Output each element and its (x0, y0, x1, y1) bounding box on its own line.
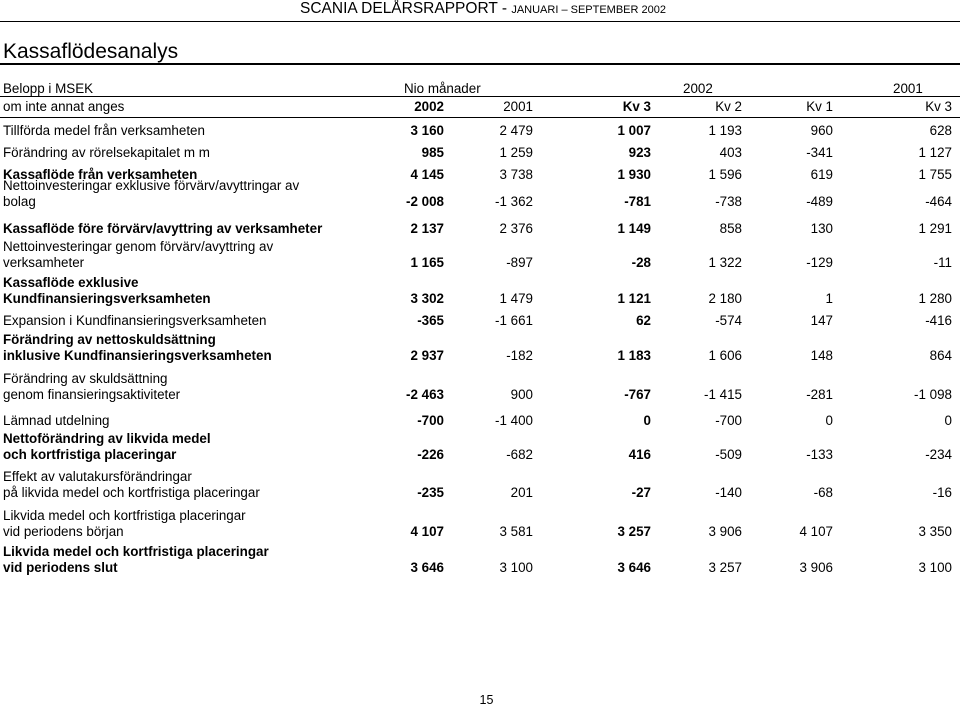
row-value: -235 (417, 484, 444, 500)
page-number: 15 (479, 693, 494, 707)
row-value: 960 (810, 122, 833, 138)
row-value: -897 (506, 254, 533, 270)
row-value: -68 (813, 484, 833, 500)
row-label-line: Kassaflöde exklusive (3, 275, 139, 290)
row-label (3, 332, 272, 363)
row-value: 985 (421, 144, 444, 160)
col-header-q3-2001: Kv 3 (925, 98, 952, 114)
row-value: 3 350 (918, 523, 952, 539)
row-value: 2 137 (410, 220, 444, 236)
head-group-nine-months: Nio månader (404, 81, 481, 96)
row-value: -182 (506, 347, 533, 363)
row-value: 3 906 (708, 523, 742, 539)
row-value: 1 755 (918, 166, 952, 182)
row-value: -133 (806, 446, 833, 462)
report-header (300, 0, 666, 18)
row-value: 1 149 (617, 220, 651, 236)
row-value: -140 (715, 484, 742, 500)
row-value: 2 479 (499, 122, 533, 138)
row-value: 0 (643, 412, 651, 428)
table-row (0, 331, 960, 365)
row-label-line: Förändring av rörelsekapitalet m m (3, 144, 210, 160)
row-value: 3 257 (617, 523, 651, 539)
row-value: -416 (925, 312, 952, 328)
row-value: 628 (929, 122, 952, 138)
row-value: 1 121 (617, 290, 651, 306)
row-value: 1 165 (410, 254, 444, 270)
row-value: 1 930 (617, 166, 651, 182)
row-value: -464 (925, 193, 952, 209)
row-value: 148 (810, 347, 833, 363)
row-value: 3 738 (499, 166, 533, 182)
row-label-line: Nettoinvesteringar genom förvärv/avyttring av (3, 239, 274, 254)
row-value: 416 (628, 446, 651, 462)
row-value: -1 415 (704, 386, 742, 402)
row-value: -700 (715, 412, 742, 428)
head-group-2001: 2001 (893, 81, 923, 96)
row-label-line: på likvida medel och kortfristiga placeringar (3, 484, 260, 500)
row-value: 619 (810, 166, 833, 182)
row-label-line: Likvida medel och kortfristiga placeringar (3, 544, 269, 559)
row-label (3, 221, 322, 237)
row-value: -234 (925, 446, 952, 462)
row-value: 3 581 (499, 523, 533, 539)
row-value: 201 (510, 484, 533, 500)
row-label-line: Likvida medel och kortfristiga placeringar (3, 508, 246, 523)
row-label-line: Nettoförändring av likvida medel (3, 431, 211, 446)
row-value: 923 (628, 144, 651, 160)
row-value: -341 (806, 144, 833, 160)
table-row (0, 430, 960, 464)
row-label-line: bolag (3, 193, 36, 209)
row-label-line: verksamheter (3, 254, 85, 270)
row-label-line: Expansion i Kundfinansieringsverksamheten (3, 312, 267, 328)
row-value: 4 145 (410, 166, 444, 182)
col-header-2002-ytd: 2002 (414, 98, 444, 114)
row-label (3, 469, 260, 500)
row-value: 4 107 (799, 523, 833, 539)
row-value: 1 007 (617, 122, 651, 138)
row-value: 2 376 (499, 220, 533, 236)
row-value: -700 (417, 412, 444, 428)
row-value: -226 (417, 446, 444, 462)
row-value: -11 (933, 254, 952, 270)
row-value: -2 008 (406, 193, 444, 209)
row-label-line: inklusive Kundfinansieringsverksamheten (3, 347, 272, 363)
row-value: 4 107 (410, 523, 444, 539)
row-label (3, 313, 267, 329)
row-value: 3 257 (708, 559, 742, 575)
row-value: -16 (932, 484, 952, 500)
report-period: JANUARI – SEPTEMBER 2002 (511, 4, 666, 16)
row-value: 858 (719, 220, 742, 236)
row-label (3, 413, 109, 429)
col-header-2001-ytd: 2001 (503, 98, 533, 114)
row-label-line: Förändring av skuldsättning (3, 371, 168, 386)
row-value: -129 (806, 254, 833, 270)
page-title: Kassaflödesanalys (3, 40, 179, 63)
row-value: 1 127 (918, 144, 952, 160)
table-row (0, 543, 960, 577)
table-row (0, 204, 960, 238)
row-value: 864 (929, 347, 952, 363)
table-row (0, 296, 960, 330)
row-label-line: vid periodens början (3, 523, 124, 539)
row-label-line: Förändring av nettoskuldsättning (3, 332, 216, 347)
row-label (3, 544, 269, 575)
row-value: -1 400 (495, 412, 533, 428)
row-value: 1 606 (708, 347, 742, 363)
row-value: -509 (715, 446, 742, 462)
row-value: -767 (624, 386, 651, 402)
row-value: 3 100 (918, 559, 952, 575)
row-value: 1 (825, 290, 833, 306)
row-value: -781 (624, 193, 651, 209)
row-value: 0 (825, 412, 833, 428)
row-value: 3 906 (799, 559, 833, 575)
table-row (0, 238, 960, 272)
row-value: -1 661 (495, 312, 533, 328)
col-header-q3-2002: Kv 3 (622, 98, 651, 114)
header-rule (0, 21, 960, 22)
row-value: -682 (506, 446, 533, 462)
row-value: -28 (631, 254, 651, 270)
row-value: 2 937 (410, 347, 444, 363)
row-value: 1 322 (708, 254, 742, 270)
row-value: 3 100 (499, 559, 533, 575)
head-label-2: om inte annat anges (3, 98, 125, 114)
row-label-line: Lämnad utdelning (3, 412, 110, 428)
row-value: 147 (810, 312, 833, 328)
row-value: -738 (715, 193, 742, 209)
row-value: -1 362 (495, 193, 533, 209)
row-value: 900 (510, 386, 533, 402)
row-value: 1 193 (708, 122, 742, 138)
table-row (0, 396, 960, 430)
row-value: -1 098 (914, 386, 952, 402)
row-label-line: Kassaflöde före förvärv/avyttring av verksamheter (3, 220, 323, 236)
row-value: 1 183 (617, 347, 651, 363)
row-label-line: Nettoinvesteringar exklusive förvärv/avyttringar av (3, 178, 300, 193)
row-label-line: Kundfinansieringsverksamheten (3, 290, 211, 306)
row-label-line: vid periodens slut (3, 559, 118, 575)
head-label-1: Belopp i MSEK (3, 81, 94, 96)
row-value: 1 259 (499, 144, 533, 160)
table-row (0, 468, 960, 502)
row-label-line: Tillförda medel från verksamheten (3, 122, 205, 138)
col-header-q1-2002: Kv 1 (806, 98, 833, 114)
row-value: -2 463 (406, 386, 444, 402)
title-rule (0, 63, 960, 65)
row-value: 1 596 (708, 166, 742, 182)
row-value: -281 (806, 386, 833, 402)
row-value: 0 (944, 412, 952, 428)
table-row (0, 507, 960, 541)
row-label (3, 431, 211, 462)
row-label (3, 508, 246, 539)
report-company: SCANIA DELÅRSRAPPORT - (300, 0, 512, 17)
row-value: 3 646 (410, 559, 444, 575)
row-value: 1 479 (499, 290, 533, 306)
row-value: 1 280 (918, 290, 952, 306)
row-label-line: Kassaflöde från verksamheten (3, 166, 198, 182)
row-value: 130 (810, 220, 833, 236)
row-value: -574 (715, 312, 742, 328)
row-value: -27 (631, 484, 651, 500)
row-value: 1 291 (918, 220, 952, 236)
head-group-2002: 2002 (683, 81, 713, 96)
col-header-q2-2002: Kv 2 (715, 98, 742, 114)
row-label-line: Effekt av valutakursförändringar (3, 469, 192, 484)
row-value: 62 (636, 312, 651, 328)
row-value: -365 (417, 312, 444, 328)
row-value: 403 (719, 144, 742, 160)
row-value: -489 (806, 193, 833, 209)
row-label (3, 239, 273, 270)
row-value: 3 160 (410, 122, 444, 138)
row-label-line: genom finansieringsaktiviteter (3, 386, 181, 402)
row-label-line: och kortfristiga placeringar (3, 446, 177, 462)
row-value: 2 180 (708, 290, 742, 306)
row-value: 3 302 (410, 290, 444, 306)
row-value: 3 646 (617, 559, 651, 575)
